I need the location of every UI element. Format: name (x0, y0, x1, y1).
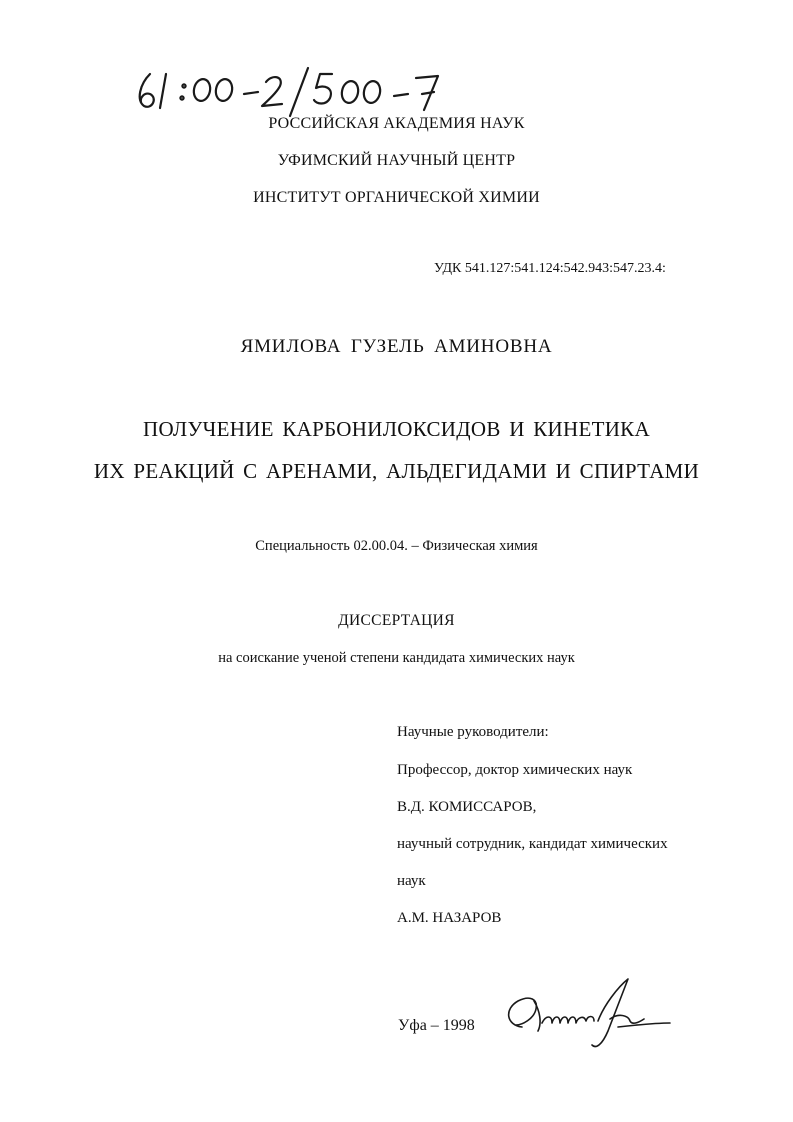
title-line-1: ПОЛУЧЕНИЕ КАРБОНИЛОКСИДОВ И КИНЕТИКА (143, 417, 650, 441)
city-year: Уфа – 1998 (398, 1017, 475, 1034)
degree-line: на соискание ученой степени кандидата химических наук (218, 650, 575, 666)
org-line-academy: РОССИЙСКАЯ АКАДЕМИЯ НАУК (268, 115, 525, 132)
supervisor-2-title-cont: наук (397, 873, 426, 889)
author-name: ЯМИЛОВА ГУЗЕЛЬ АМИНОВНА (240, 336, 553, 357)
supervisor-1-name: В.Д. КОМИССАРОВ, (397, 799, 537, 815)
specialty: Специальность 02.00.04. – Физическая химия (255, 538, 538, 554)
work-type: ДИССЕРТАЦИЯ (338, 612, 455, 629)
org-line-center: УФИМСКИЙ НАУЧНЫЙ ЦЕНТР (277, 152, 516, 169)
udk-code: УДК 541.127:541.124:542.943:547.23.4: (434, 261, 666, 276)
supervisor-2-title: научный сотрудник, кандидат химических (397, 836, 668, 852)
supervisors-heading: Научные руководители: (397, 724, 549, 740)
title-line-2: ИХ РЕАКЦИЙ С АРЕНАМИ, АЛЬДЕГИДАМИ И СПИРТАМИ (93, 459, 700, 483)
org-line-institute: ИНСТИТУТ ОРГАНИЧЕСКОЙ ХИМИИ (253, 189, 540, 206)
author-signature (498, 975, 678, 1055)
handwritten-archive-code (132, 62, 492, 122)
supervisor-1-title: Профессор, доктор химических наук (397, 762, 633, 778)
supervisor-2-name: А.М. НАЗАРОВ (397, 910, 502, 926)
